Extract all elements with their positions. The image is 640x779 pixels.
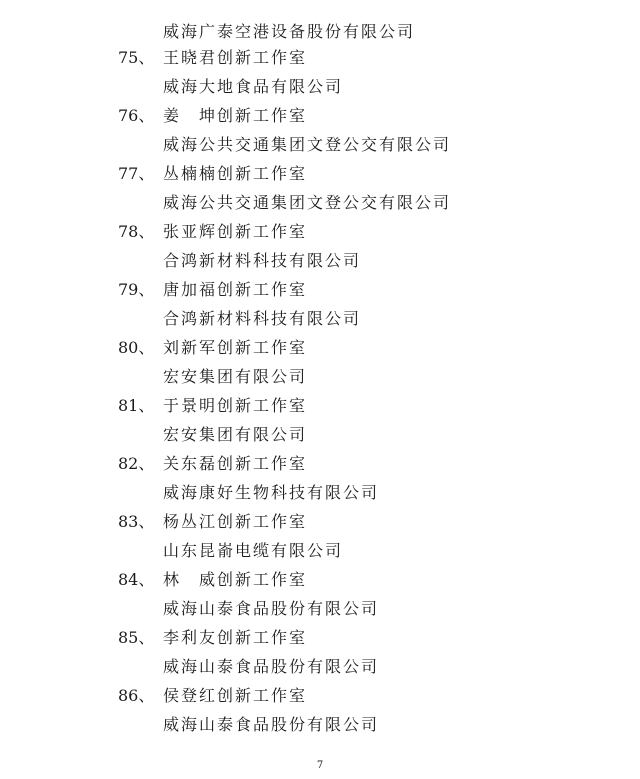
- company-name: 威海山泰食品股份有限公司: [163, 657, 380, 676]
- studio-name: 张亚辉创新工作室: [163, 222, 308, 241]
- list-item: [0, 628, 640, 686]
- company-name: 威海康好生物科技有限公司: [163, 483, 380, 502]
- list-item: [0, 280, 640, 338]
- entry-number: 82、: [118, 454, 155, 473]
- studio-name: 王晓君创新工作室: [163, 48, 308, 67]
- studio-name: 刘新军创新工作室: [163, 338, 308, 357]
- studio-name: 于景明创新工作室: [163, 396, 308, 415]
- entry-number: 77、: [118, 164, 155, 183]
- company-name: 宏安集团有限公司: [163, 425, 308, 444]
- company-name: 合鸿新材料科技有限公司: [163, 251, 362, 270]
- studio-name: 关东磊创新工作室: [163, 454, 308, 473]
- company-name: 宏安集团有限公司: [163, 367, 308, 386]
- studio-name: 侯登红创新工作室: [163, 686, 308, 705]
- company-name: 威海山泰食品股份有限公司: [163, 715, 380, 734]
- entry-number: 79、: [118, 280, 155, 299]
- list-item: [0, 164, 640, 222]
- studio-name: 唐加福创新工作室: [163, 280, 308, 299]
- entry-number: 75、: [118, 48, 155, 67]
- company-name: 山东昆嵛电缆有限公司: [163, 541, 344, 560]
- entry-number: 76、: [118, 106, 155, 125]
- studio-list: [0, 48, 640, 744]
- list-item: [0, 222, 640, 280]
- company-name: 威海公共交通集团文登公交有限公司: [163, 193, 452, 212]
- studio-name: 林 威创新工作室: [163, 570, 308, 589]
- studio-name: 杨丛江创新工作室: [163, 512, 308, 531]
- entry-number: 86、: [118, 686, 155, 705]
- list-item: [0, 396, 640, 454]
- company-name: 威海公共交通集团文登公交有限公司: [163, 135, 452, 154]
- list-item: [0, 512, 640, 570]
- company-name: 威海山泰食品股份有限公司: [163, 599, 380, 618]
- entry-number: 84、: [118, 570, 155, 589]
- entry-number: 83、: [118, 512, 155, 531]
- continued-company-name: 威海广泰空港设备股份有限公司: [163, 22, 416, 41]
- list-item: [0, 338, 640, 396]
- studio-name: 丛楠楠创新工作室: [163, 164, 308, 183]
- list-item: [0, 106, 640, 164]
- entry-number: 78、: [118, 222, 155, 241]
- list-item: [0, 570, 640, 628]
- list-item: [0, 686, 640, 744]
- company-name: 威海大地食品有限公司: [163, 77, 344, 96]
- list-item: [0, 48, 640, 106]
- company-name: 合鸿新材料科技有限公司: [163, 309, 362, 328]
- page-number: 7: [316, 760, 324, 771]
- entry-number: 85、: [118, 628, 155, 647]
- studio-name: 姜 坤创新工作室: [163, 106, 308, 125]
- list-item: [0, 454, 640, 512]
- entry-number: 80、: [118, 338, 155, 357]
- studio-name: 李利友创新工作室: [163, 628, 308, 647]
- entry-number: 81、: [118, 396, 155, 415]
